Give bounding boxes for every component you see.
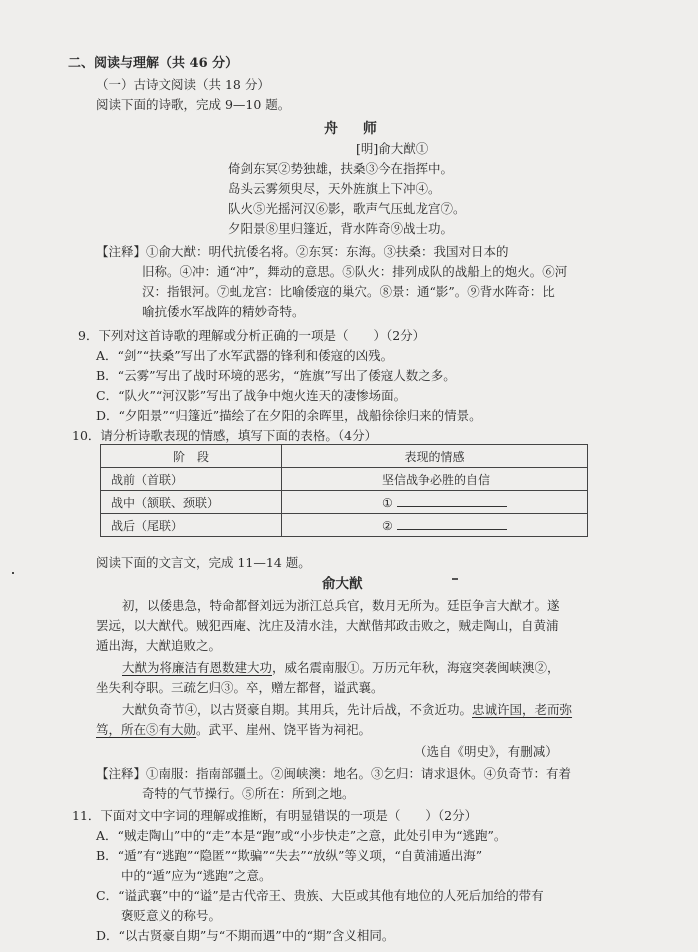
poem-note: 汉：指银河。⑦虬龙宫：比喻倭寇的巢穴。⑧景：通“影”。⑨背水阵奇：比 <box>142 284 555 299</box>
prose-instruction: 阅读下面的文言文，完成 11—14 题。 <box>96 555 311 570</box>
poem-line: 岛头云雾须臾尽，天外旌旗上下冲④。 <box>228 181 441 196</box>
answer-blank[interactable] <box>397 518 507 530</box>
poem-instruction: 阅读下面的诗歌，完成 9—10 题。 <box>96 97 291 112</box>
section-heading: 二、阅读与理解（共 46 分） <box>68 56 239 71</box>
prose-text: ，威名震南服①。万历元年秋，海寇突袭闽峡澳②， <box>272 660 560 675</box>
prose-note: 奇特的气节操行。⑤所在：所到之地。 <box>142 786 355 801</box>
scan-mark <box>452 578 458 580</box>
table-cell-answer[interactable] <box>282 491 588 514</box>
table-cell-answer[interactable] <box>282 514 588 537</box>
prose-line <box>96 722 371 738</box>
q9-option-c: C．“队火”“河汉影”写出了战争中炮火连天的凄惨场面。 <box>96 388 407 403</box>
poem-title: 舟 师 <box>324 121 387 137</box>
table-header-emotion: 表现的情感 <box>282 445 588 468</box>
prose-line: 罢远，以大猷代。贼犯西庵、沈庄及清水洼，大猷偕邦政击败之，贼走陶山，自黄浦 <box>96 618 559 633</box>
poem-line: 队火⑤光摇河汉⑥影，歌声气压虬龙宫⑦。 <box>228 201 466 216</box>
emotion-table <box>100 444 588 537</box>
answer-blank[interactable] <box>397 495 507 507</box>
question-9-stem: 9．下列对这首诗歌的理解或分析正确的一项是（ ）（2分） <box>78 328 426 343</box>
prose-text: 。武平、崖州、饶平皆为祠祀。 <box>196 722 372 737</box>
table-cell-stage: 战后（尾联） <box>101 514 282 537</box>
poem-line: 夕阳景⑧里归篷近，背水阵奇⑨战士功。 <box>228 221 454 236</box>
poem-author: [明]俞大猷① <box>356 141 429 156</box>
q11-option-a: A．“贼走陶山”中的“走”本是“跑”或“小步快走”之意，此处引申为“逃跑”。 <box>96 828 507 843</box>
underlined-sentence: 忠诚许国，老而弥 <box>472 702 573 717</box>
table-header-stage: 阶 段 <box>101 445 282 468</box>
question-10-stem: 10．请分析诗歌表现的情感，填写下面的表格。（4分） <box>72 428 378 443</box>
table-cell-stage: 战前（首联） <box>101 468 282 491</box>
question-11-stem: 11．下面对文中字词的理解或推断，有明显错误的一项是（ ）（2分） <box>72 808 478 823</box>
prose-title: 俞大猷 <box>322 576 363 592</box>
poem-line: 倚剑东冥②势独雄，扶桑③今在指挥中。 <box>228 161 454 176</box>
prose-line: 遁出海，大猷追败之。 <box>96 638 222 653</box>
answer-marker: ② <box>382 518 393 533</box>
table-row <box>101 468 588 491</box>
prose-line <box>122 702 572 718</box>
q9-option-a: A．“剑”“扶桑”写出了水军武器的锋利和倭寇的凶残。 <box>96 348 394 363</box>
q11-option-c-cont: 褒贬意义的称号。 <box>96 908 222 923</box>
prose-line <box>122 660 560 676</box>
poem-note: 【注释】①俞大猷：明代抗倭名将。②东冥：东海。③扶桑：我国对日本的 <box>96 244 509 259</box>
poem-note: 喻抗倭水军战阵的精妙奇特。 <box>142 304 305 319</box>
q11-option-b: B．“遁”有“逃跑”“隐匿”“欺骗”“失去”“放纵”等义项，“自黄浦遁出海” <box>96 848 483 863</box>
q9-option-b: B．“云雾”写出了战时环境的恶劣，“旌旗”写出了倭寇人数之多。 <box>96 368 456 383</box>
table-row <box>101 514 588 537</box>
prose-line: 坐失利夺职。三疏乞归③。卒，赠左都督，谥武襄。 <box>96 680 384 695</box>
table-cell-stage: 战中（颔联、颈联） <box>101 491 282 514</box>
table-cell-emotion: 坚信战争必胜的自信 <box>282 468 588 491</box>
answer-marker: ① <box>382 495 393 510</box>
poem-note: 旧称。④冲：通“冲”，舞动的意思。⑤队火：排列成队的战船上的炮火。⑥河 <box>142 264 568 279</box>
q11-option-d: D．“以古贤豪自期”与“不期而遇”中的“期”含义相同。 <box>96 928 395 943</box>
underlined-sentence: 笃，所在⑤有大勋 <box>96 722 197 737</box>
subsection-heading: （一）古诗文阅读（共 18 分） <box>96 77 270 92</box>
q9-option-d: D．“夕阳景”“归篷近”描绘了在夕阳的余晖里，战船徐徐归来的情景。 <box>96 408 482 423</box>
underlined-sentence: 大猷为将廉洁有恩数建大功 <box>122 660 273 675</box>
prose-source: （选自《明史》，有删减） <box>414 744 558 759</box>
prose-text: 大猷负奇节④，以古贤豪自期。其用兵，先计后战，不贪近功。 <box>122 702 473 717</box>
prose-note: 【注释】①南服：指南部疆土。②闽峡澳：地名。③乞归：请求退休。④负奇节：有着 <box>96 766 572 781</box>
table-row <box>101 491 588 514</box>
scan-dot <box>12 572 14 574</box>
q11-option-c: C．“谥武襄”中的“谥”是古代帝王、贵族、大臣或其他有地位的人死后加给的带有 <box>96 888 544 903</box>
prose-line: 初，以倭患急，特命都督刘远为浙江总兵官，数月无所为。廷臣争言大猷才。遂 <box>122 598 560 613</box>
table-header-row <box>101 445 588 468</box>
q11-option-b-cont: 中的“遁”应为“逃跑”之意。 <box>96 868 272 883</box>
